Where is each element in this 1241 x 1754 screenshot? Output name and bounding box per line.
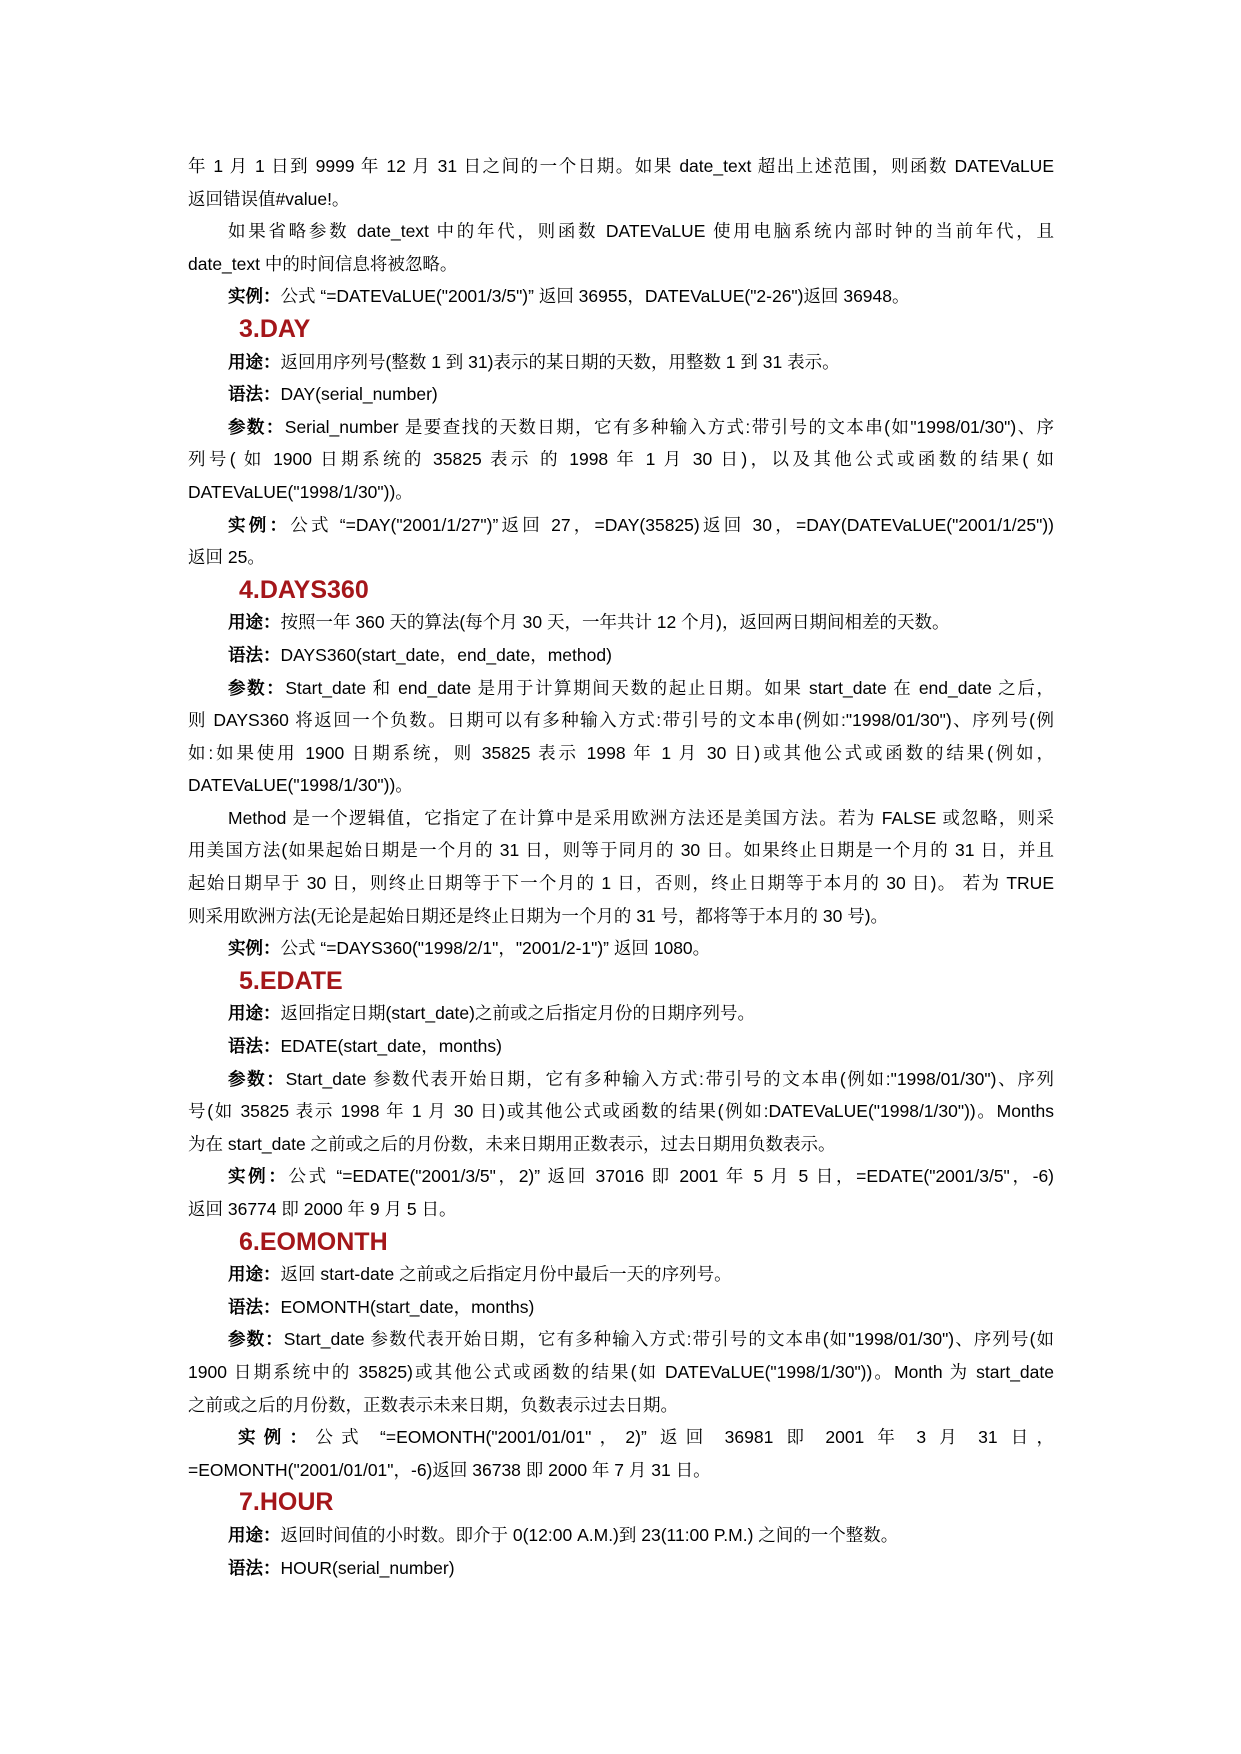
label-syntax: 语法：	[228, 384, 281, 405]
section-heading: 5.EDATE	[239, 966, 343, 995]
text-span: Start_date 参数代表开始日期，它有多种输入方式:带引号的文本串(如"1998/01/30")、序列号(如	[283, 1329, 1055, 1350]
section-heading: 6.EOMONTH	[239, 1227, 388, 1256]
params-paragraph	[188, 1323, 1054, 1421]
text-line	[188, 280, 1054, 313]
section-day	[188, 313, 1054, 574]
example-paragraph	[188, 280, 1054, 313]
method-paragraph	[188, 802, 1054, 932]
text-line: 之前或之后的月份数，正数表示未来日期，负数表示过去日期。	[188, 1394, 678, 1415]
text-span: 返回时间值的小时数。即介于 0(12:00 A.M.)到 23(11:00 P.M.) 之间的一个整数。	[280, 1524, 899, 1545]
text-span: 公式 “=EOMONTH("2001/01/01"，2)” 返回 36981 即 2001 年 3 月 31 日，	[315, 1427, 1055, 1448]
text-line: 则采用欧洲方法(无论是起始日期还是终止日期为一个月的 31 号，都将等于本月的 30 号)。	[188, 905, 889, 926]
label-usage: 用途：	[228, 1003, 281, 1024]
text-span: EOMONTH(start_date，months)	[280, 1296, 535, 1317]
text-line	[188, 606, 1054, 639]
label-syntax: 语法：	[228, 644, 281, 665]
section-edate	[188, 965, 1054, 1226]
usage-paragraph	[188, 1519, 1054, 1552]
usage-paragraph	[188, 1258, 1054, 1291]
label-example: 实例：	[228, 286, 281, 307]
syntax-paragraph	[188, 1291, 1054, 1324]
text-line: 年 1 月 1 日到 9999 年 12 月 31 日之间的一个日期。如果 date_text 超出上述范围，则函数 DATEVaLUE	[188, 156, 1054, 176]
text-line: 则 DAYS360 将返回一个负数。日期可以有多种输入方式:带引号的文本串(例如:"1998/01/30")、序列号(例	[188, 710, 1054, 731]
label-usage: 用途：	[228, 1524, 281, 1545]
text-line	[188, 997, 1054, 1030]
usage-paragraph	[188, 606, 1054, 639]
label-example: 实例：	[228, 938, 281, 959]
text-line	[188, 1519, 1054, 1552]
text-line: date_text 中的时间信息将被忽略。	[188, 253, 458, 274]
text-line	[188, 1552, 1054, 1585]
text-span: 按照一年 360 天的算法(每个月 30 天，一年共计 12 个月)，返回两日期间相差的天数。	[280, 612, 950, 633]
text-line: DATEVaLUE("1998/1/30"))。	[188, 775, 413, 796]
label-usage: 用途：	[228, 1264, 281, 1285]
text-line: 起始日期早于 30 日，则终止日期等于下一个月的 1 日，否则，终止日期等于本月的 30 日)。 若为 TRUE	[188, 873, 1054, 894]
text-span: 返回指定日期(start_date)之前或之后指定月份的日期序列号。	[280, 1003, 755, 1024]
text-line	[188, 1421, 1054, 1454]
syntax-paragraph	[188, 1552, 1054, 1585]
label-syntax: 语法：	[228, 1036, 281, 1057]
text-line: 1900 日期系统中的 35825)或其他公式或函数的结果(如 DATEVaLUE("1998/1/30"))。Month 为 start_date	[188, 1361, 1054, 1382]
syntax-paragraph	[188, 378, 1054, 411]
text-line: 用美国方法(如果起始日期是一个月的 31 日，则等于同月的 30 日。如果终止日期是一个月的 31 日，并且	[188, 840, 1054, 861]
section-eomonth	[188, 1226, 1054, 1487]
text-line: 返回 25。	[188, 547, 265, 568]
section-heading: 3.DAY	[239, 314, 311, 343]
label-example: 实例：	[228, 1166, 289, 1187]
text-span: 公式 “=DAYS360("1998/2/1"，"2001/2-1")” 返回 1080。	[280, 938, 711, 959]
text-line: 如:如果使用 1900 日期系统，则 35825 表示 1998 年 1 月 30 日)或其他公式或函数的结果(例如，	[188, 742, 1054, 763]
text-span: DAYS360(start_date，end_date，method)	[280, 644, 612, 665]
text-line	[188, 1160, 1054, 1193]
text-span: Start_date 参数代表开始日期，它有多种输入方式:带引号的文本串(例如:"1998/01/30")、序列	[285, 1068, 1055, 1089]
example-paragraph	[188, 932, 1054, 965]
paragraph	[188, 150, 1054, 215]
label-params: 参数：	[228, 1329, 284, 1350]
label-params: 参数：	[228, 1068, 286, 1089]
section-heading: 7.HOUR	[239, 1488, 334, 1517]
label-params: 参数：	[228, 416, 285, 437]
syntax-paragraph	[188, 639, 1054, 672]
label-example: 实例：	[228, 514, 291, 535]
text-line: 如果省略参数 date_text 中的年代，则函数 DATEVaLUE 使用电脑系统内部时钟的当前年代，且	[228, 221, 1054, 242]
text-line: Method 是一个逻辑值，它指定了在计算中是采用欧洲方法还是美国方法。若为 FALSE 或忽略，则采	[228, 807, 1054, 828]
label-usage: 用途：	[228, 612, 281, 633]
section-hour	[188, 1486, 1054, 1584]
text-line	[188, 346, 1054, 379]
text-line	[188, 411, 1054, 444]
text-line	[188, 1258, 1054, 1291]
paragraph	[188, 215, 1054, 280]
text-line: DATEVaLUE("1998/1/30"))。	[188, 481, 413, 502]
text-line	[188, 932, 1054, 965]
text-line: 返回错误值#value!。	[188, 188, 350, 209]
label-example: 实例：	[238, 1427, 316, 1448]
text-line: 号(如 35825 表示 1998 年 1 月 30 日)或其他公式或函数的结果(例如:DATEVaLUE("1998/1/30"))。Months	[188, 1101, 1054, 1122]
text-span: 返回 start-date 之前或之后指定月份中最后一天的序列号。	[280, 1264, 732, 1285]
text-line	[188, 509, 1054, 542]
params-paragraph	[188, 1063, 1054, 1161]
section-datevalue-continued	[188, 150, 1054, 313]
text-span: 公式 “=DATEVaLUE("2001/3/5")” 返回 36955，DATEVaLUE("2-26")返回 36948。	[280, 286, 910, 307]
text-span: EDATE(start_date，months)	[280, 1036, 502, 1057]
text-line: 列号( 如 1900 日期系统的 35825 表示 的 1998 年 1 月 30 日)，以及其他公式或函数的结果( 如	[188, 449, 1054, 470]
usage-paragraph	[188, 997, 1054, 1030]
text-line	[188, 1063, 1054, 1096]
section-heading: 4.DAYS360	[239, 575, 369, 604]
params-paragraph	[188, 411, 1054, 509]
label-params: 参数：	[228, 677, 286, 698]
example-paragraph	[188, 1421, 1054, 1486]
text-span: 公式 “=DAY("2001/1/27")”返回 27，=DAY(35825)返回 30，=DAY(DATEVaLUE("2001/1/25"))	[290, 514, 1055, 535]
text-line	[188, 1291, 1054, 1324]
text-line	[188, 639, 1054, 672]
text-line: =EOMONTH("2001/01/01"，-6)返回 36738 即 2000 年 7 月 31 日。	[188, 1459, 711, 1480]
document-body	[188, 150, 1054, 1584]
text-line	[188, 672, 1054, 705]
text-span: Serial_number 是要查找的天数日期，它有多种输入方式:带引号的文本串(如"1998/01/30")、序	[284, 416, 1054, 437]
text-line: 为在 start_date 之前或之后的月份数，未来日期用正数表示，过去日期用负数表示。	[188, 1133, 836, 1154]
text-line: 返回 36774 即 2000 年 9 月 5 日。	[188, 1199, 457, 1219]
text-span: DAY(serial_number)	[280, 384, 438, 405]
text-span: Start_date 和 end_date 是用于计算期间天数的起止日期。如果 start_date 在 end_date 之后，	[285, 677, 1055, 698]
example-paragraph	[188, 509, 1054, 574]
label-usage: 用途：	[228, 351, 281, 372]
text-span: 公式 “=EDATE("2001/3/5"，2)” 返回 37016 即 2001 年 5 月 5 日，=EDATE("2001/3/5"，-6)	[288, 1166, 1054, 1187]
text-line	[188, 378, 1054, 411]
text-line	[188, 1030, 1054, 1063]
params-paragraph	[188, 672, 1054, 802]
section-days360	[188, 574, 1054, 965]
text-span: HOUR(serial_number)	[280, 1557, 455, 1578]
label-syntax: 语法：	[228, 1557, 281, 1578]
example-paragraph	[188, 1160, 1054, 1225]
syntax-paragraph	[188, 1030, 1054, 1063]
usage-paragraph	[188, 346, 1054, 379]
text-span: 返回用序列号(整数 1 到 31)表示的某日期的天数，用整数 1 到 31 表示。	[280, 351, 840, 372]
label-syntax: 语法：	[228, 1296, 281, 1317]
text-line	[188, 1323, 1054, 1356]
